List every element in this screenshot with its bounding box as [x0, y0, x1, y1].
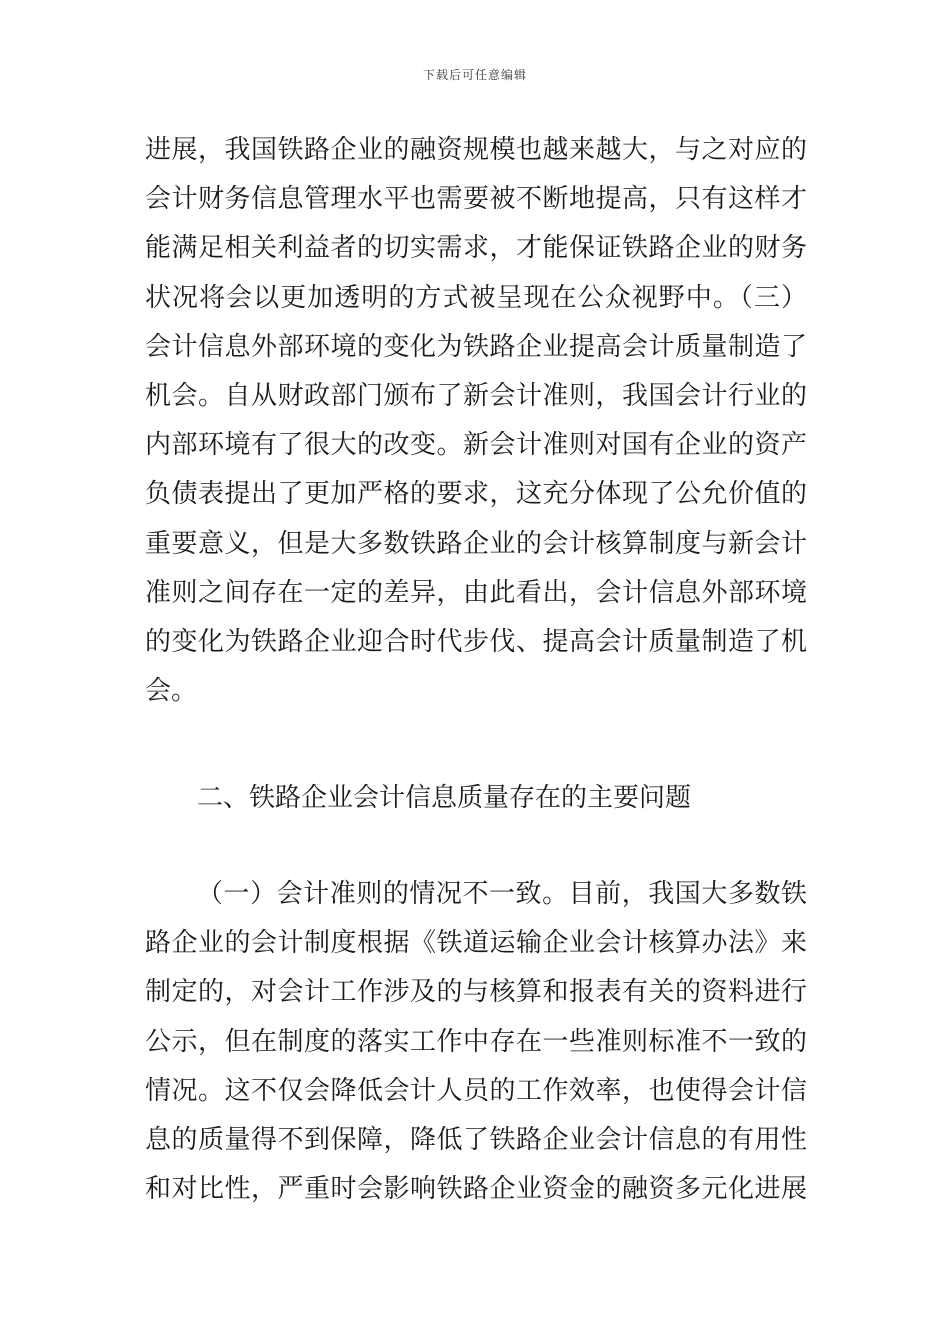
paragraph-2: [145, 870, 807, 1214]
paragraph-1-line: 的变化为铁路企业迎合时代步伐、提高会计质量制造了机: [145, 626, 807, 657]
paragraph-1-line: 机会。自从财政部门颁布了新会计准则，我国会计行业的: [145, 380, 807, 411]
paragraph-1-line: 能满足相关利益者的切实需求，才能保证铁路企业的财务: [145, 233, 807, 264]
paragraph-2-line: （一）会计准则的情况不一致。目前，我国大多数铁: [197, 879, 807, 909]
page-header: 下载后可任意编辑: [422, 68, 527, 82]
paragraph-1-line: 重要意义，但是大多数铁路企业的会计核算制度与新会计: [145, 528, 807, 559]
paragraph-1-line: 负债表提出了更加严格的要求，这充分体现了公允价值的: [145, 479, 807, 510]
paragraph-1-line: 会计信息外部环境的变化为铁路企业提高会计质量制造了: [145, 331, 807, 362]
paragraph-1-line: 内部环境有了很大的改变。新会计准则对国有企业的资产: [145, 430, 807, 461]
paragraph-1-line: 准则之间存在一定的差异，由此看出，会计信息外部环境: [145, 577, 807, 608]
paragraph-2-line: 公示，但在制度的落实工作中存在一些准则标准不一致的: [145, 1026, 807, 1057]
paragraph-1-line: 状况将会以更加透明的方式被呈现在公众视野中。（三）: [145, 282, 807, 313]
paragraph-2-line: 和对比性，严重时会影响铁路企业资金的融资多元化进展: [145, 1174, 807, 1205]
paragraph-2-line: 路企业的会计制度根据《铁道运输企业会计核算办法》来: [145, 928, 807, 959]
paragraph-2-line: 息的质量得不到保障，降低了铁路企业会计信息的有用性: [145, 1124, 807, 1155]
paragraph-2-line: 情况。这不仅会降低会计人员的工作效率，也使得会计信: [145, 1075, 807, 1106]
paragraph-1-line: 会计财务信息管理水平也需要被不断地提高，只有这样才: [145, 184, 807, 215]
paragraph-1: [145, 126, 807, 716]
section-2-heading: 二、铁路企业会计信息质量存在的主要问题: [197, 783, 692, 813]
paragraph-1-line: 进展，我国铁路企业的融资规模也越来越大，与之对应的: [145, 135, 807, 165]
paragraph-1-line: 会。: [145, 676, 198, 707]
paragraph-2-line: 制定的，对会计工作涉及的与核算和报表有关的资料进行: [145, 977, 807, 1008]
